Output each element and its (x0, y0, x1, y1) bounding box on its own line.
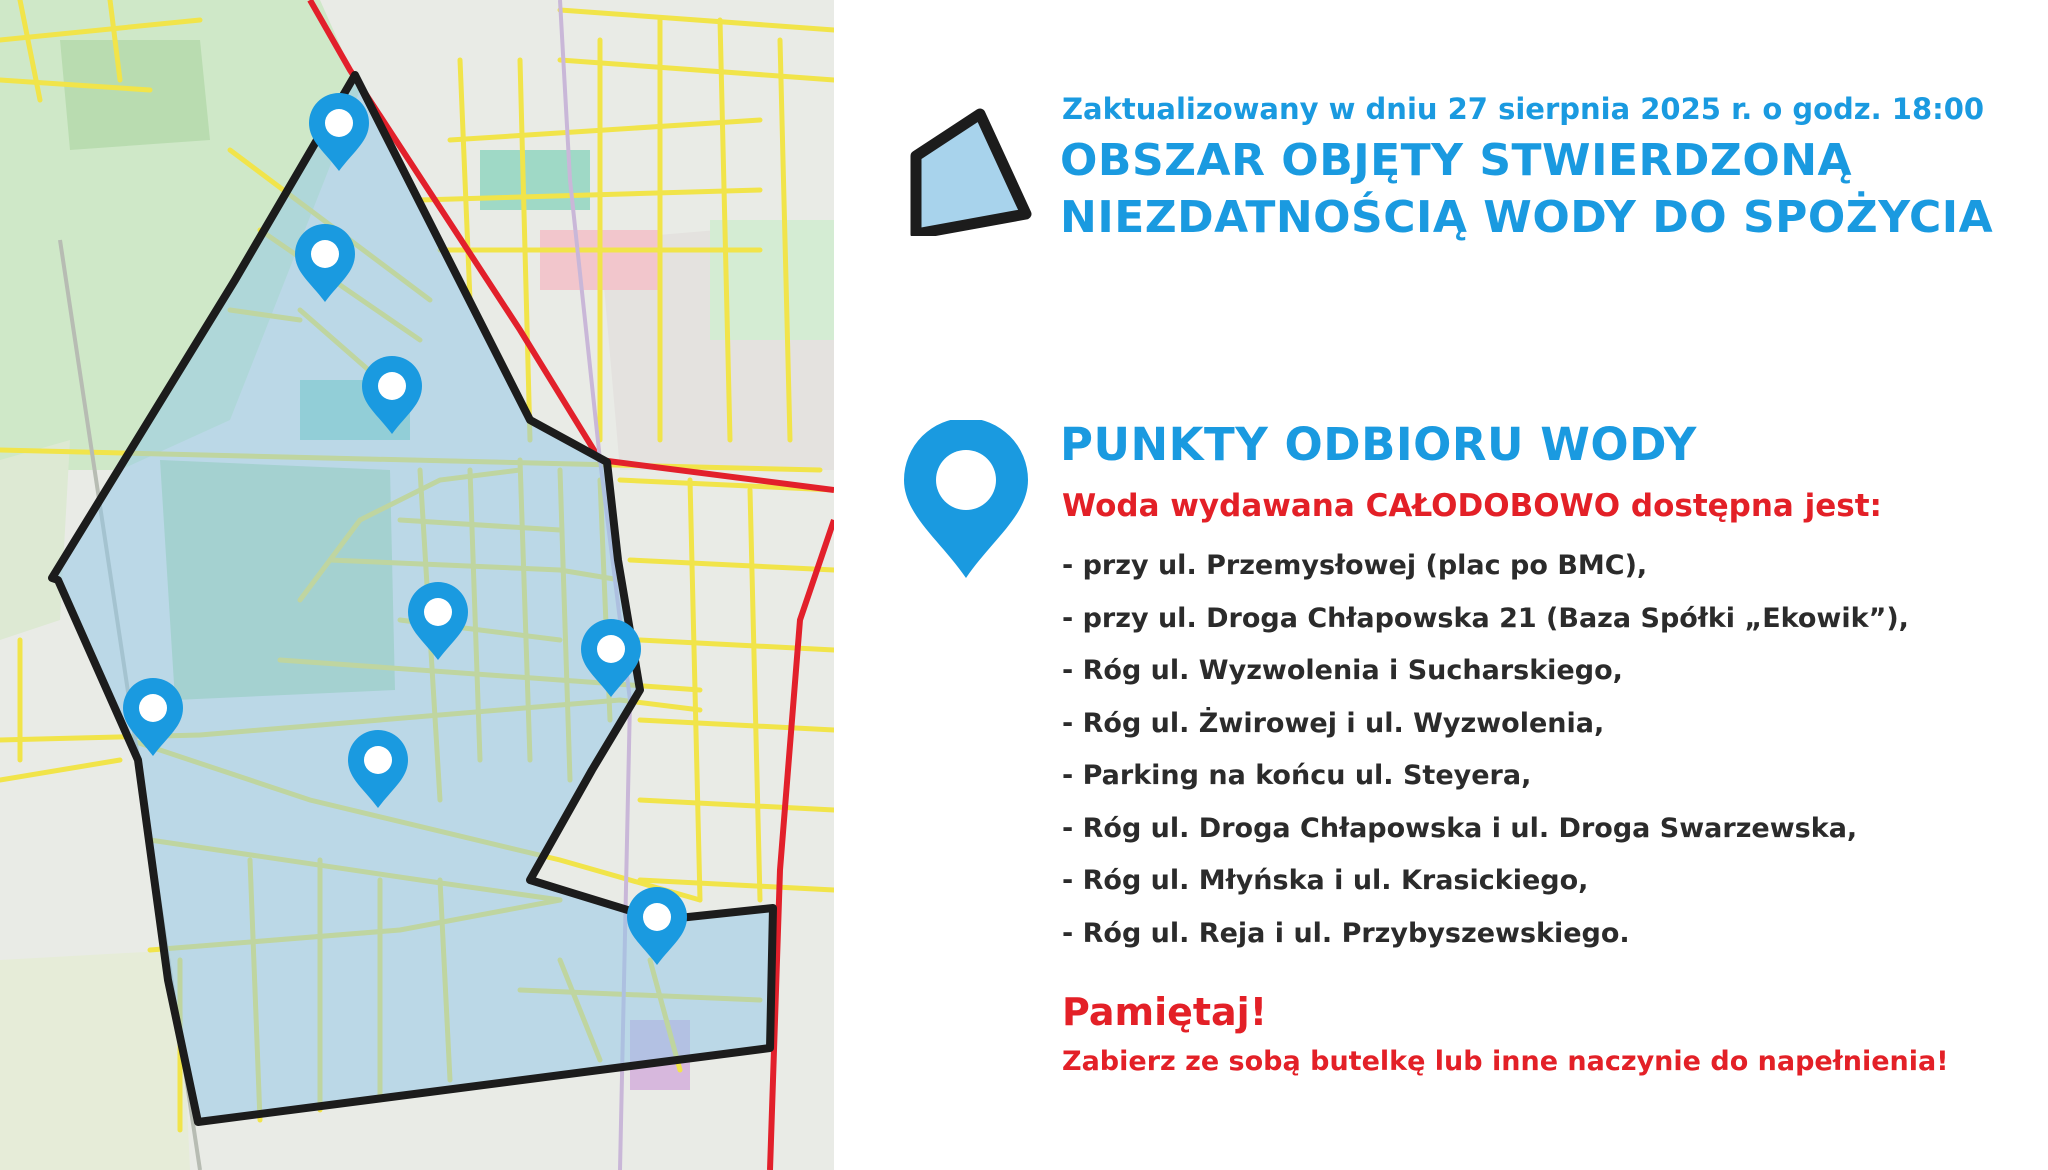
reminder-text: Zabierz ze sobą butelkę lub inne naczynie do napełnienia! (1062, 1046, 1949, 1077)
map-panel[interactable] (0, 0, 834, 1170)
info-panel (834, 0, 2048, 1170)
water-points-list (1062, 546, 1909, 966)
update-notice: Zaktualizowany w dniu 27 sierpnia 2025 r. o godz. 18:00 (1062, 92, 1985, 126)
area-title (1060, 132, 2020, 246)
green-area-west (0, 440, 70, 640)
list-item: - Róg ul. Reja i ul. Przybyszewskiego. (1062, 917, 1630, 949)
list-item: - Róg ul. Droga Chłapowska i ul. Droga Swarzewska, (1062, 812, 1858, 844)
field-area-south (0, 950, 190, 1170)
list-item: - Parking na końcu ul. Steyera, (1062, 760, 1532, 791)
reminder-heading: Pamiętaj! (1062, 990, 1268, 1034)
location-pin-icon (900, 420, 1032, 580)
area-title-line-2: NIEZDATNOŚCIĄ WODY DO SPOŻYCIA (1060, 192, 1994, 243)
points-title: PUNKTY ODBIORU WODY (1060, 418, 1697, 471)
polygon-area-icon (908, 106, 1038, 236)
availability-notice: Woda wydawana CAŁODOBOWO dostępna jest: (1062, 488, 1882, 524)
field-area (60, 40, 210, 150)
list-item: - Róg ul. Żwirowej i ul. Wyzwolenia, (1062, 707, 1605, 739)
area-title-line-1: OBSZAR OBJĘTY STWIERDZONĄ (1060, 135, 1853, 186)
list-item: - Róg ul. Młyńska i ul. Krasickiego, (1062, 865, 1589, 896)
map-canvas[interactable] (0, 0, 834, 1170)
list-item: - przy ul. Droga Chłapowska 21 (Baza Spółki „Ekowik”), (1062, 602, 1909, 634)
list-item: - Róg ul. Wyzwolenia i Sucharskiego, (1062, 655, 1623, 686)
list-item: - przy ul. Przemysłowej (plac po BMC), (1062, 550, 1648, 581)
